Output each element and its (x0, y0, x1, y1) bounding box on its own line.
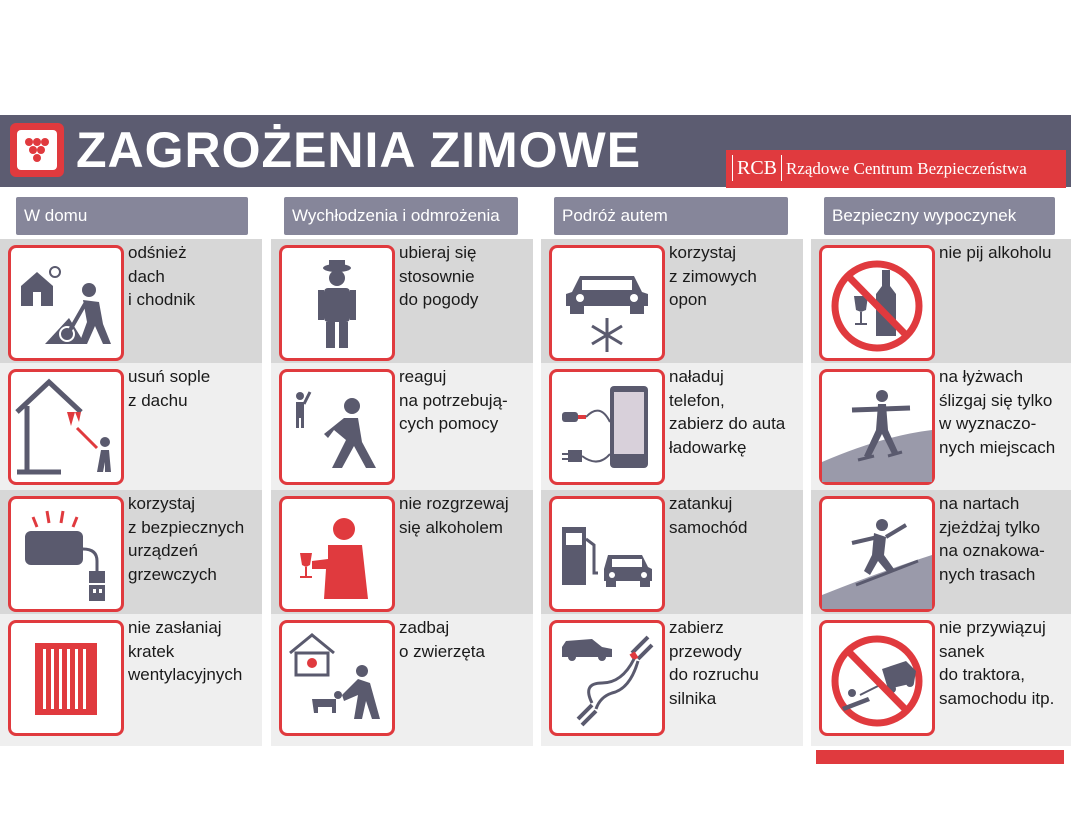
column-home (0, 239, 262, 746)
page-title: ZAGROŻENIA ZIMOWE (76, 122, 642, 178)
rcb-badge (726, 150, 1066, 188)
rcb-logo-icon (10, 123, 64, 177)
no-sled-towing-icon (819, 620, 935, 736)
column-header-hypothermia: Wychłodzenia i odmrożenia (284, 197, 518, 235)
poster-header (0, 115, 1071, 187)
item-text: korzystaj z zimowych opon (669, 243, 757, 309)
person-wine-icon (279, 496, 395, 612)
rcb-abbreviation: RCB (732, 155, 782, 181)
phone-charger-icon (549, 369, 665, 485)
item-text: zatankuj samochód (669, 494, 748, 537)
column-car-travel (541, 239, 803, 746)
list-item (541, 490, 803, 614)
item-text: nie zasłaniaj kratek wentylacyjnych (128, 618, 243, 684)
list-item (271, 239, 533, 363)
skier-icon (819, 496, 935, 612)
item-text: nie pij alkoholu (939, 243, 1052, 262)
bottom-accent-strip (816, 750, 1064, 764)
car-snowflake-icon (549, 245, 665, 361)
vent-grille-icon (8, 620, 124, 736)
item-text: usuń sople z dachu (128, 367, 211, 410)
item-text: korzystaj z bezpiecznych urządzeń grzewczych (128, 494, 245, 584)
jumper-cables-icon (549, 620, 665, 736)
ice-skater-icon (819, 369, 935, 485)
list-item (0, 490, 262, 614)
snow-shovel-icon (8, 245, 124, 361)
list-item (271, 363, 533, 490)
list-item (0, 239, 262, 363)
running-helper-icon (279, 369, 395, 485)
item-text: nie przywiązuj sanek do traktora, samochodu itp. (939, 618, 1055, 708)
item-text: ubieraj się stosownie do pogody (399, 243, 479, 309)
winter-hazards-poster (0, 115, 1071, 765)
item-text: reaguj na potrzebują- cych pomocy (399, 367, 508, 433)
list-item (811, 363, 1071, 490)
no-alcohol-icon (819, 245, 935, 361)
column-header-home: W domu (16, 197, 248, 235)
column-header-safe-leisure: Bezpieczny wypoczynek (824, 197, 1055, 235)
rcb-full-name: Rządowe Centrum Bezpieczeństwa (786, 159, 1027, 178)
list-item (271, 490, 533, 614)
item-text: naładuj telefon, zabierz do auta ładowarkę (669, 367, 786, 457)
column-header-car-travel: Podróż autem (554, 197, 788, 235)
item-text: na łyżwach ślizgaj się tylko w wyznaczo- nych miejscach (939, 367, 1056, 457)
item-text: na nartach zjeżdżaj tylko na oznakowa- nych trasach (939, 494, 1045, 584)
list-item (541, 239, 803, 363)
list-item (0, 363, 262, 490)
item-text: zadbaj o zwierzęta (399, 618, 485, 661)
item-text: zabierz przewody do rozruchu silnika (669, 618, 759, 708)
dressed-person-icon (279, 245, 395, 361)
list-item (0, 614, 262, 746)
list-item (811, 239, 1071, 363)
fuel-pump-icon (549, 496, 665, 612)
icicle-roof-icon (8, 369, 124, 485)
list-item (811, 614, 1071, 746)
list-item (811, 490, 1071, 614)
list-item (541, 614, 803, 746)
column-hypothermia (271, 239, 533, 746)
list-item (541, 363, 803, 490)
column-safe-leisure (811, 239, 1071, 746)
item-text: nie rozgrzewaj się alkoholem (399, 494, 509, 537)
item-text: odśnież dach i chodnik (128, 243, 196, 309)
list-item (271, 614, 533, 746)
heater-plug-icon (8, 496, 124, 612)
dog-kennel-icon (279, 620, 395, 736)
